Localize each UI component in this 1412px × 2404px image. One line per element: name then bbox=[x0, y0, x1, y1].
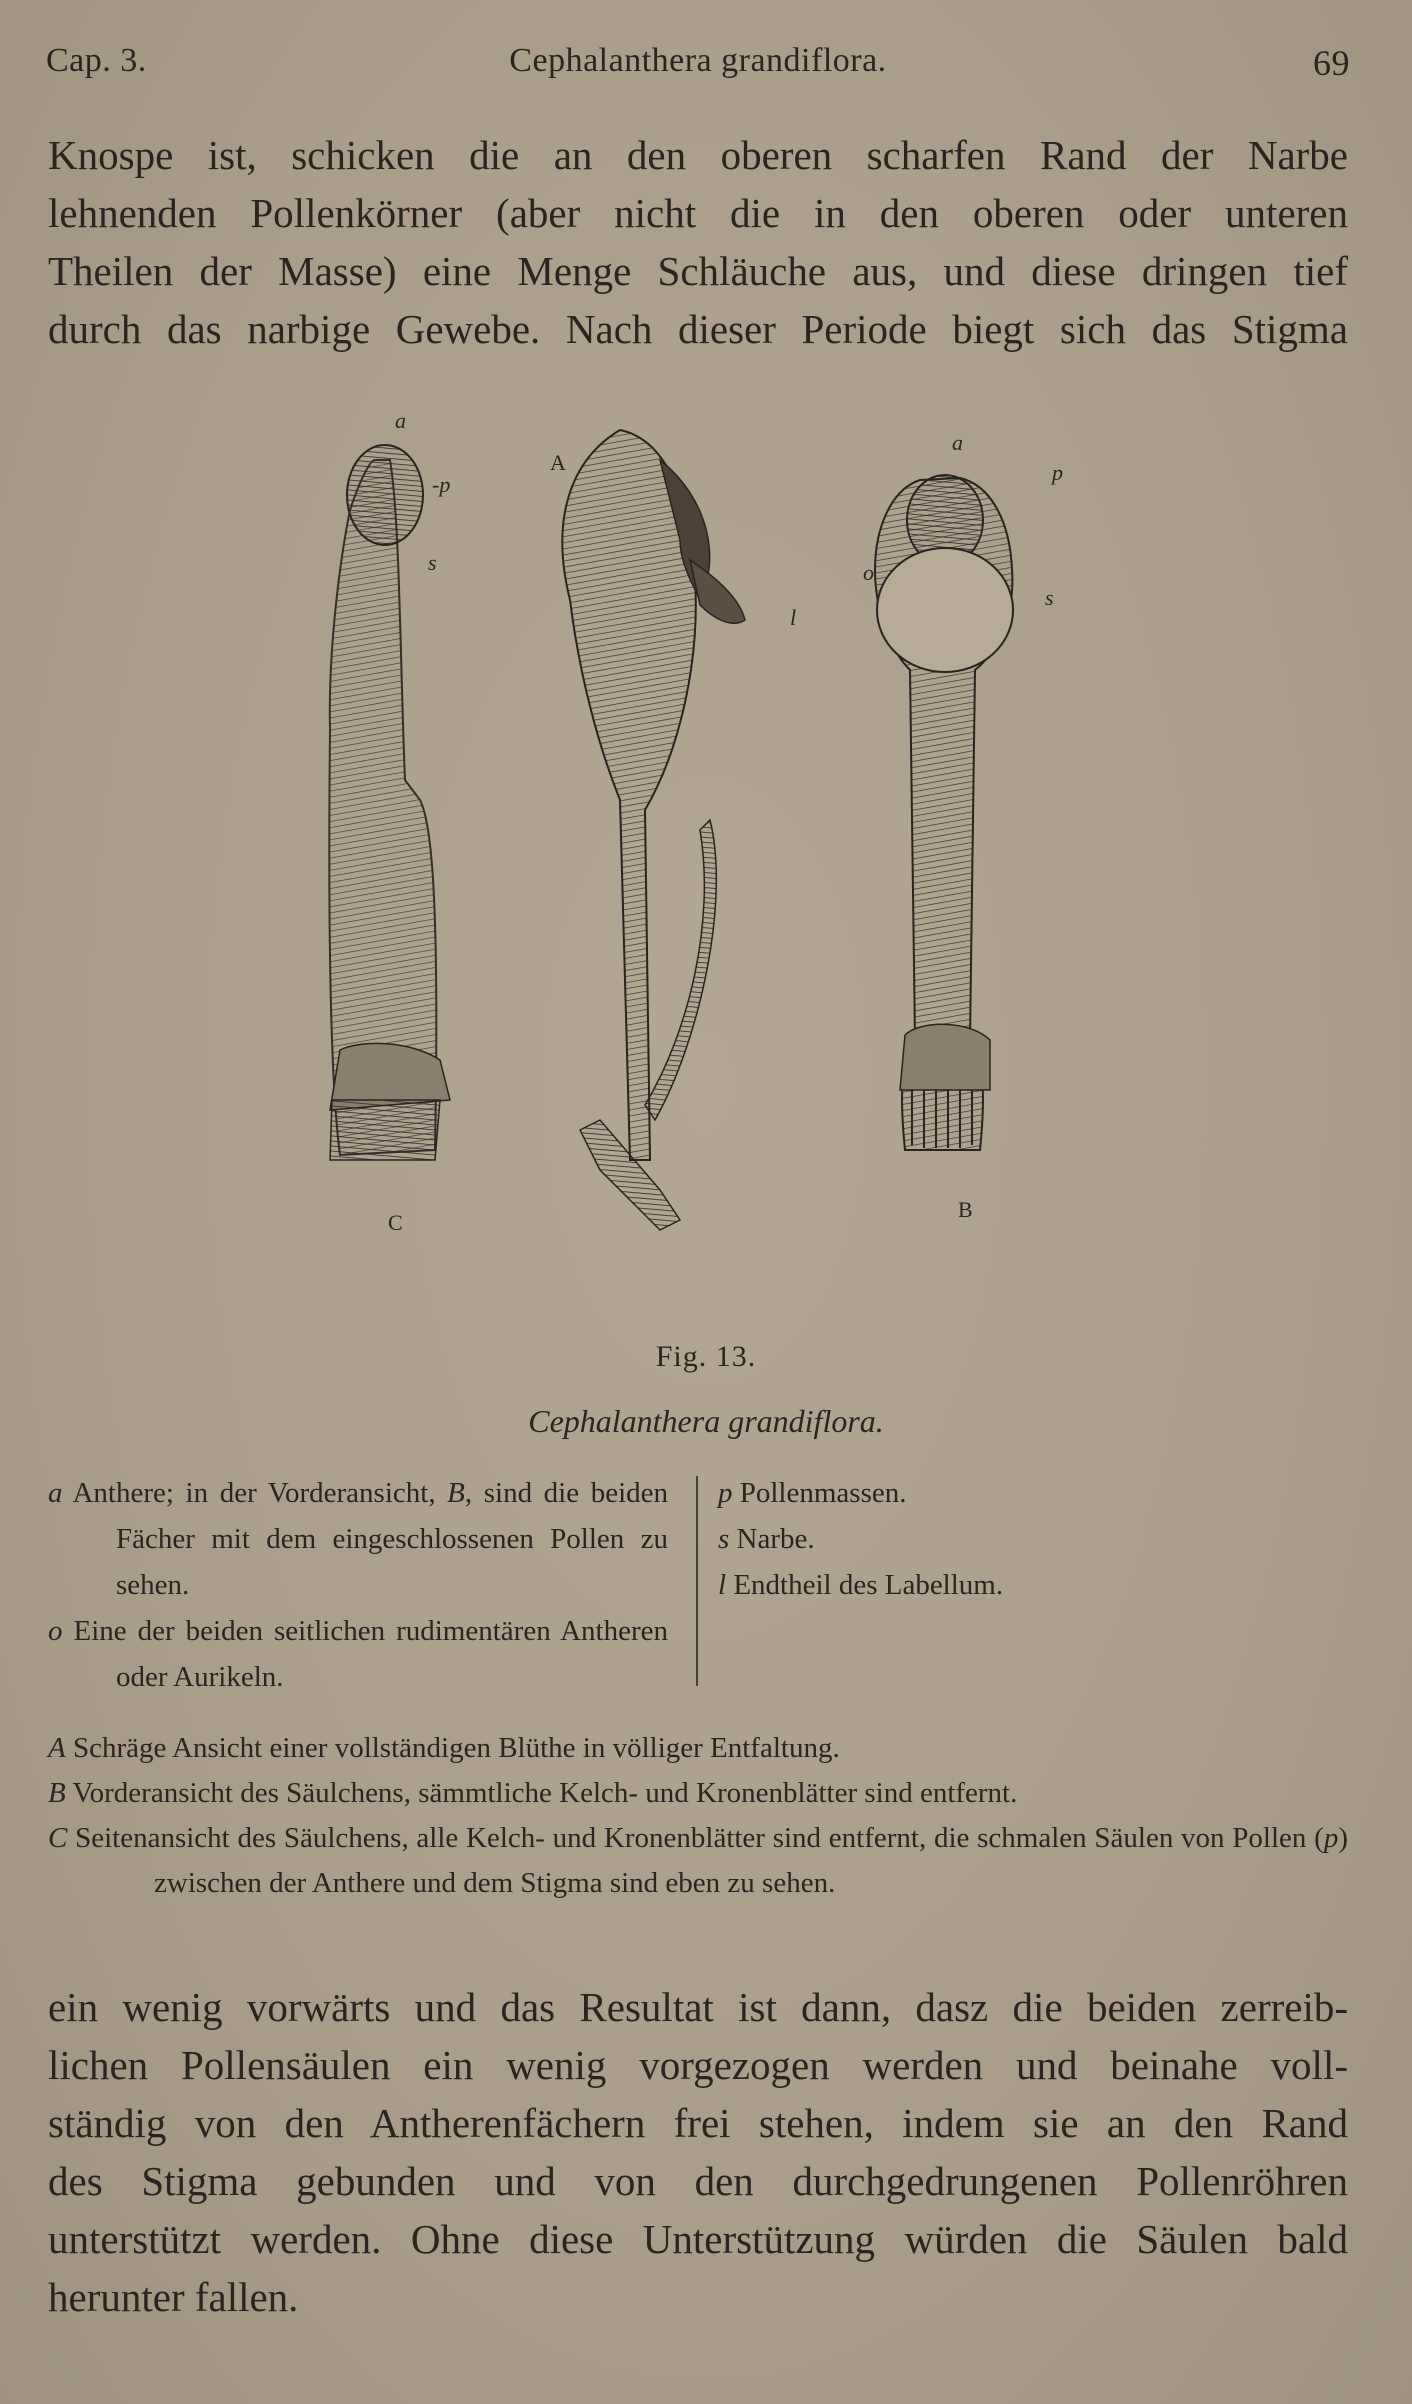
legend-left bbox=[48, 1470, 668, 1700]
label-anthere-c: a bbox=[395, 408, 406, 433]
orchid-engraving bbox=[300, 400, 1100, 1320]
label-a-specimen: A bbox=[550, 450, 566, 475]
legend-entry: o Eine der beiden seitlichen rudimentären Antheren oder Aurikeln. bbox=[48, 1615, 668, 1693]
specimen-a-drawing bbox=[562, 430, 745, 1230]
legend-entry: s Narbe. bbox=[718, 1523, 815, 1555]
text-line: unterstützt werden. Ohne diese Unterstützung würden die Säulen bald bbox=[48, 2216, 1348, 2262]
label-narbe-b: s bbox=[1045, 585, 1054, 610]
legend-right bbox=[718, 1470, 1238, 1608]
label-narbe-c: s bbox=[428, 550, 437, 575]
running-header bbox=[46, 42, 1350, 82]
label-c-specimen: C bbox=[388, 1210, 403, 1235]
text-line: lehnenden Pollenkörner (aber nicht die in den oberen oder unteren bbox=[48, 190, 1348, 236]
figure-13 bbox=[300, 400, 1100, 1320]
legend-divider bbox=[696, 1476, 698, 1686]
text-line: durch das narbige Gewebe. Nach dieser Periode biegt sich das Stigma bbox=[48, 306, 1348, 352]
text-line: Knospe ist, schicken die an den oberen scharfen Rand der Narbe bbox=[48, 132, 1348, 178]
label-pollen-b: p bbox=[1052, 460, 1063, 485]
label-labellum-a: l bbox=[790, 605, 797, 630]
legend-entry: p Pollenmassen. bbox=[718, 1477, 907, 1509]
paragraph-bottom bbox=[48, 1978, 1348, 2326]
label-aurikel-b: o bbox=[863, 560, 874, 585]
chapter-label: Cap. 3. bbox=[46, 42, 147, 79]
label-anthere-b: a bbox=[952, 430, 963, 455]
text-line: Theilen der Masse) eine Menge Schläuche aus, und diese dringen tief bbox=[48, 248, 1348, 294]
note-entry: A Schräge Ansicht einer vollständigen Blüthe in völliger Entfaltung. bbox=[48, 1732, 840, 1764]
note-entry: B Vorderansicht des Säulchens, sämmtliche Kelch- und Kronenblätter sind entfernt. bbox=[48, 1777, 1018, 1809]
legend-entry: a Anthere; in der Vorderansicht, B, sind die beiden Fächer mit dem eingeschlossenen Pollen zu sehen. bbox=[48, 1477, 668, 1601]
figure-subcaption: Cephalanthera grandiflora. bbox=[528, 1403, 884, 1439]
figure-caption: Fig. 13. bbox=[655, 1340, 757, 1373]
text-line: herunter fallen. bbox=[48, 2274, 299, 2320]
legend-entry: l Endtheil des Labellum. bbox=[718, 1569, 1004, 1601]
label-b-specimen: B bbox=[958, 1197, 973, 1222]
paragraph-top bbox=[48, 126, 1348, 358]
running-title: Cephalanthera grandiflora. bbox=[509, 42, 887, 79]
text-line: des Stigma gebunden und von den durchgedrungenen Pollenröhren bbox=[48, 2158, 1348, 2204]
page-number: 69 bbox=[1313, 43, 1350, 83]
label-pollen-c: -p bbox=[432, 472, 451, 497]
text-line: ein wenig vorwärts und das Resultat ist dann, dasz die beiden zerreib- bbox=[48, 1984, 1348, 2030]
text-line: lichen Pollensäulen ein wenig vorgezogen werden und beinahe voll- bbox=[48, 2042, 1348, 2088]
note-entry: C Seitenansicht des Säulchens, alle Kelch- und Kronenblätter sind entfernt, die schmalen Säulen von Pollen (p) zwischen der Anthere und dem Stigma sind eben zu sehen. bbox=[48, 1822, 1348, 1899]
specimen-b-drawing bbox=[875, 475, 1013, 1150]
text-line: ständig von den Antherenfächern frei stehen, indem sie an den Rand bbox=[48, 2100, 1348, 2146]
figure-notes bbox=[48, 1726, 1348, 1906]
